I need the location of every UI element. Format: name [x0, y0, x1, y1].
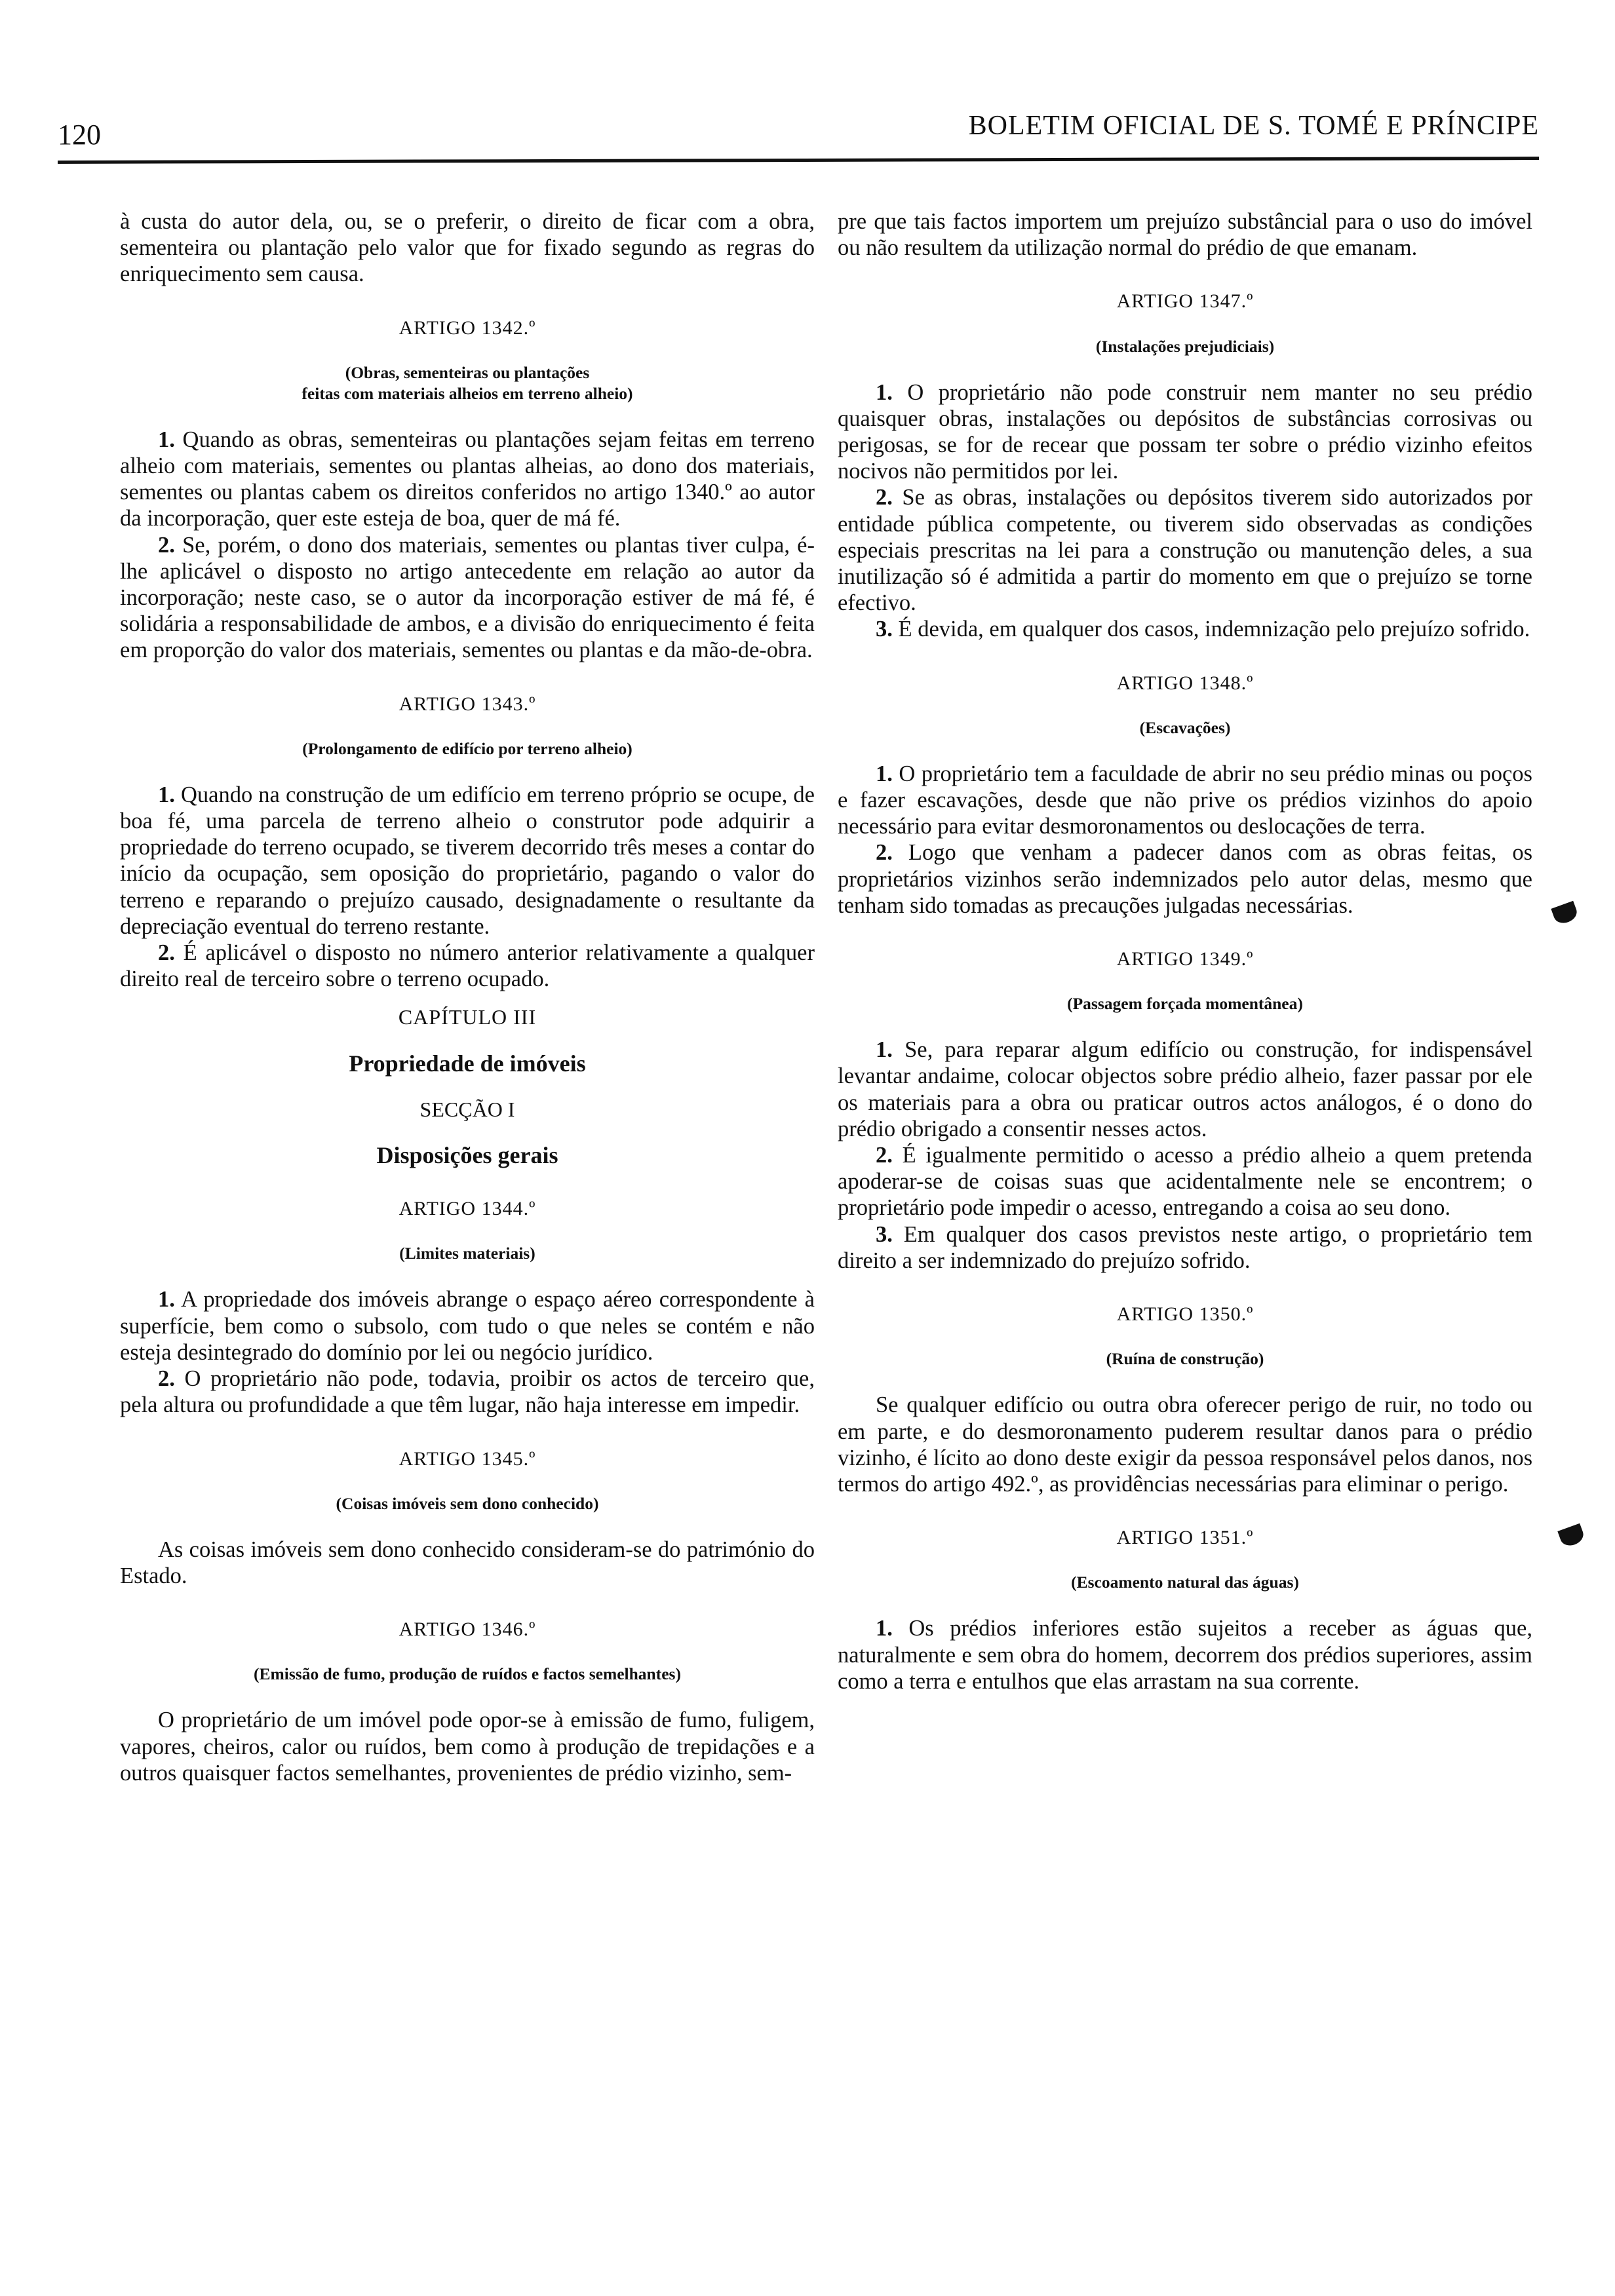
paragraph-number: 1.: [876, 1037, 893, 1063]
paragraph-text: É aplicável o disposto no número anterior relativamente a qualquer direito real de terceiro sobre o terreno ocupado.: [120, 940, 815, 992]
article-title: ARTIGO 1343.º: [399, 693, 536, 715]
article-title: ARTIGO 1348.º: [1116, 672, 1254, 694]
paragraph-text: Os prédios inferiores estão sujeitos a receber as águas que, naturalmente e sem obra do homem, decorrem dos prédios superiores, assim como a terra e entulhos que elas arrastam na sua corrente.: [838, 1616, 1532, 1694]
paragraph-text: Se, porém, o dono dos materiais, sementes ou plantas tiver culpa, é-lhe aplicável o disposto no artigo antecedente em relação ao autor da incorporação; neste caso, se o autor da incorporação estiver de má fé, é solidária a responsabilidade de ambos, e a divisão do enriquecimento é feita em proporção do valor dos materiais, sementes ou plantas e da mão-de-obra.: [120, 532, 815, 663]
paragraph: [120, 427, 815, 532]
paragraph: [838, 1615, 1532, 1694]
paragraph: [120, 940, 815, 992]
paragraph-text: Se, para reparar algum edifício ou construção, for indispensável levantar andaime, colocar objectos sobre prédio alheio, fazer passar por ele os materiais para a obra ou praticar outros actos análogos, é o dono do prédio obrigado a consentir nesses actos.: [838, 1037, 1532, 1141]
paragraph: [120, 782, 815, 940]
left-column: [120, 208, 815, 1786]
subtitle-line: feitas com materiais alheios em terreno alheio): [302, 383, 633, 403]
article-1350: [838, 1301, 1532, 1497]
article-1347: [838, 288, 1532, 642]
article-title: ARTIGO 1350.º: [1116, 1303, 1254, 1326]
paragraph-number: 2.: [876, 1143, 893, 1168]
paragraph-text: Logo que venham a padecer danos com as obras feitas, os proprietários vizinhos serão indemnizados pelo autor delas, mesmo que tenham sido tomadas as precauções julgadas necessárias.: [838, 840, 1532, 918]
article-subtitle: (Limites materiais): [399, 1244, 535, 1263]
article-title: ARTIGO 1351.º: [1116, 1527, 1254, 1549]
paragraph-number: 1.: [158, 1287, 175, 1312]
paragraph-text: O proprietário tem a faculdade de abrir no seu prédio minas ou poços e fazer escavações, desde que não prive os prédios vizinhos do apoio necessário para evitar desmoronamentos ou deslocações de terra.: [838, 761, 1532, 839]
article-subtitle: (Instalações prejudiciais): [1095, 336, 1275, 356]
paragraph: [838, 839, 1532, 919]
article-title: ARTIGO 1347.º: [1116, 290, 1254, 313]
paragraph: As coisas imóveis sem dono conhecido consideram-se do património do Estado.: [120, 1537, 815, 1588]
running-title: BOLETIM OFICIAL DE S. TOMÉ E PRÍNCIPE: [968, 111, 1539, 141]
paragraph-number: 2.: [876, 840, 893, 866]
paragraph-number: 1.: [876, 761, 893, 786]
paragraph: [838, 1142, 1532, 1221]
paragraph: [838, 616, 1532, 642]
section-title: SECÇÃO I: [419, 1097, 515, 1121]
page-number: 120: [58, 119, 101, 151]
article-1346: [120, 1617, 815, 1786]
paragraph-text: A propriedade dos imóveis abrange o espaço aéreo correspondente à superfície, bem como o subsolo, com tudo o que neles se contém e não esteja desintegrado do domínio por lei ou negócio jurídico.: [120, 1287, 815, 1365]
paragraph-text: Em qualquer dos casos previstos neste artigo, o proprietário tem direito a ser indemnizado do prejuízo sofrido.: [838, 1221, 1532, 1273]
article-subtitle: (Passagem forçada momentânea): [1067, 994, 1303, 1014]
paragraph-text: É devida, em qualquer dos casos, indemnização pelo prejuízo sofrido.: [892, 617, 1530, 642]
chapter-title: CAPÍTULO III: [398, 1005, 537, 1029]
article-title: ARTIGO 1349.º: [1116, 948, 1254, 970]
article-subtitle: (Emissão de fumo, produção de ruídos e factos semelhantes): [254, 1664, 681, 1684]
paragraph-number: 1.: [876, 1616, 893, 1641]
paragraph: [838, 379, 1532, 485]
article-title: ARTIGO 1342.º: [399, 316, 536, 339]
paragraph-text: O proprietário não pode construir nem manter no seu prédio quaisquer obras, instalações ou depósitos de substâncias corrosivas ou perigosas, se for de recear que possam ter sobre o prédio vizinho efeitos nocivos não permitidos por lei.: [838, 379, 1532, 484]
article-subtitle: [120, 362, 815, 404]
paragraph: [838, 484, 1532, 616]
paragraph-number: 2.: [158, 1366, 175, 1392]
header-rule: [58, 157, 1539, 164]
continuation-text: pre que tais factos importem um prejuízo substâncial para o uso do imóvel ou não resultem da utilização normal do prédio de que emanam.: [838, 209, 1532, 261]
paragraph: Se qualquer edifício ou outra obra oferecer perigo de ruir, no todo ou em parte, e do desmoronamento puderem resultar danos para o prédio vizinho, é lícito ao dono deste exigir da pessoa responsável pelos danos, nos termos do artigo 492.º, as providências necessárias para eliminar o perigo.: [838, 1392, 1532, 1497]
check-mark-icon: [1551, 901, 1579, 927]
paragraph-number: 2.: [876, 485, 893, 510]
article-1343: [120, 691, 815, 993]
article-subtitle: (Escoamento natural das águas): [1071, 1573, 1299, 1592]
continuation-text: à custa do autor dela, ou, se o preferir, o direito de ficar com a obra, sementeira ou plantação pelo valor que for fixado segundo as regras do enriquecimento sem causa.: [120, 209, 815, 287]
article-1344: [120, 1196, 815, 1418]
paragraph: [120, 1366, 815, 1418]
paragraph: [838, 1037, 1532, 1142]
article-1342: [120, 315, 815, 664]
paragraph-text: Se as obras, instalações ou depósitos tiverem sido autorizados por entidade pública competente, ou tiverem sido observadas as condições especiais prescritas na lei para a construção ou manutenção deles, a sua inutilização só é admitida a partir do momento em que o prejuízo se torne efectivo.: [838, 485, 1532, 616]
paragraph-text: Quando na construção de um edifício em terreno próprio se ocupe, de boa fé, uma parcela de terreno alheio o construtor pode adquirir a propriedade do terreno ocupado, se tiverem decorrido três meses a contar do início da ocupação, sem oposição do proprietário, pagando o valor do terreno e reparando o prejuízo causado, designadamente o resultante da depreciação eventual do terreno restante.: [120, 782, 815, 939]
section-name: Disposições gerais: [376, 1142, 558, 1169]
article-1345: [120, 1446, 815, 1590]
paragraph-text: O proprietário não pode, todavia, proibir os actos de terceiro que, pela altura ou profundidade a que têm lugar, não haja interesse em impedir.: [120, 1366, 815, 1418]
paragraph: O proprietário de um imóvel pode opor-se à emissão de fumo, fuligem, vapores, cheiros, calor ou ruídos, bem como à produção de trepidações e a outros quaisquer factos semelhantes, provenientes de prédio vizinho, sem-: [120, 1708, 815, 1786]
article-title: ARTIGO 1345.º: [399, 1447, 536, 1470]
paragraph: [838, 761, 1532, 840]
paragraph: [120, 1286, 815, 1366]
article-subtitle: (Coisas imóveis sem dono conhecido): [336, 1493, 599, 1513]
article-subtitle: (Ruína de construção): [1106, 1349, 1264, 1369]
paragraph-number: 1.: [876, 379, 893, 405]
paragraph: [838, 1221, 1532, 1274]
check-mark-icon: [1557, 1523, 1586, 1549]
article-1348: [838, 670, 1532, 919]
article-1349: [838, 946, 1532, 1274]
paragraph-number: 1.: [158, 427, 175, 452]
paragraph-number: 2.: [158, 532, 175, 558]
chapter-heading: [120, 1004, 815, 1168]
article-subtitle: (Prolongamento de edifício por terreno alheio): [302, 738, 632, 758]
subtitle-line: (Obras, sementeiras ou plantações: [345, 362, 590, 382]
paragraph-number: 2.: [158, 940, 175, 966]
paragraph-number: 3.: [876, 617, 893, 642]
article-1351: [838, 1525, 1532, 1694]
paragraph: [120, 532, 815, 664]
article-title: ARTIGO 1346.º: [399, 1618, 536, 1641]
paragraph-number: 3.: [876, 1221, 893, 1247]
chapter-name: Propriedade de imóveis: [349, 1050, 586, 1077]
paragraph-number: 1.: [158, 782, 175, 807]
article-title: ARTIGO 1344.º: [399, 1198, 536, 1220]
right-column: [838, 208, 1532, 1694]
paragraph-text: Quando as obras, sementeiras ou plantações sejam feitas em terreno alheio com materiais, sementes ou plantas alheias, ao dono dos materiais, sementes ou plantas cabem os direitos conferidos no artigo 1340.º ao autor da incorporação, quer este esteja de boa, quer de má fé.: [120, 427, 815, 531]
page-header: [58, 98, 1539, 170]
article-subtitle: (Escavações): [1139, 718, 1231, 737]
paragraph-text: É igualmente permitido o acesso a prédio alheio a quem pretenda apoderar-se de coisas suas que acidentalmente nele se encontrem; o proprietário pode impedir o acesso, entregando a coisa ao seu dono.: [838, 1143, 1532, 1221]
